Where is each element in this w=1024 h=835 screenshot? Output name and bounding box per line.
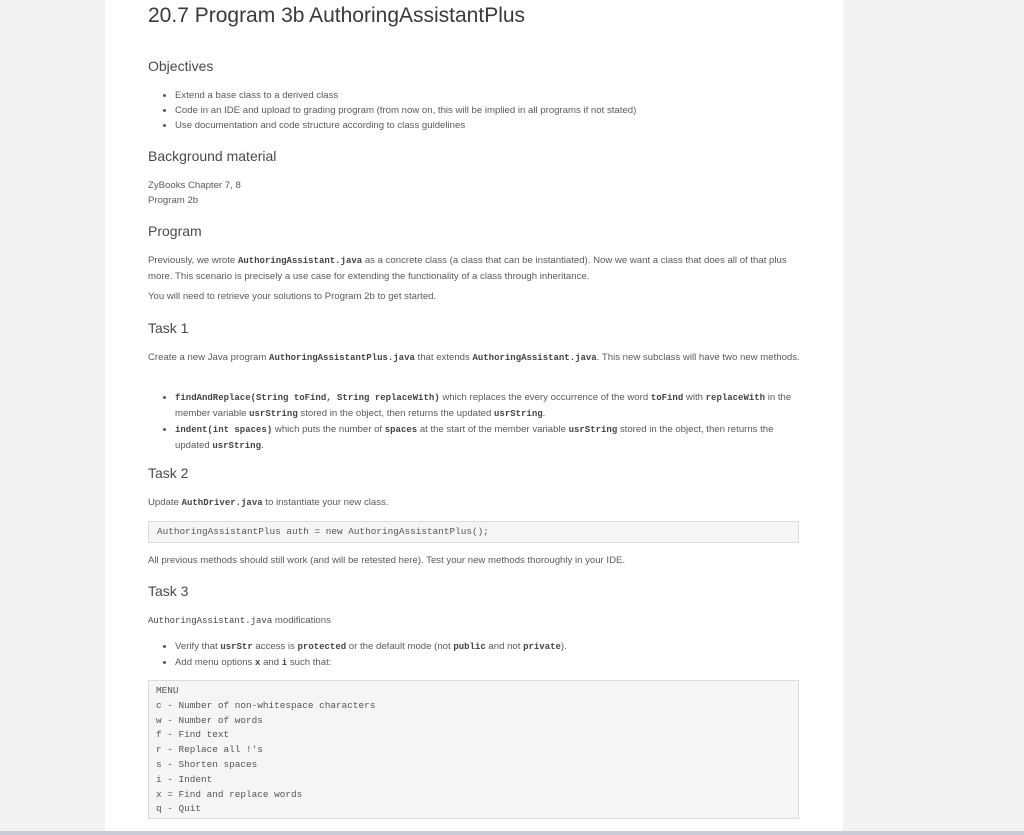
task2-after: All previous methods should still work (and will be retested here). Test your new methods thoroughly in your IDE. bbox=[148, 555, 626, 566]
inline-code: AuthoringAssistant.java bbox=[472, 353, 597, 363]
program-heading: Program bbox=[148, 223, 202, 239]
background-text bbox=[148, 178, 803, 208]
objectives-list bbox=[148, 88, 803, 133]
background-heading: Background material bbox=[148, 148, 277, 164]
background-line: Program 2b bbox=[148, 195, 199, 206]
task1-heading: Task 1 bbox=[148, 320, 189, 336]
code-line: x = Find and replace words bbox=[156, 788, 303, 800]
task3-list bbox=[148, 639, 803, 671]
task3-heading: Task 3 bbox=[148, 583, 189, 599]
task2-intro: Update AuthDriver.java to instantiate your new class. bbox=[148, 497, 389, 508]
code-line: AuthoringAssistantPlus auth = new AuthoringAssistantPlus(); bbox=[157, 526, 489, 537]
list-item: • Verify that usrStr access is protected or the default mode (not public and not private). bbox=[175, 639, 803, 655]
inline-code: AuthDriver.java bbox=[181, 498, 263, 508]
code-line: i - Indent bbox=[156, 773, 213, 785]
code-line: q - Quit bbox=[156, 803, 202, 815]
list-item: • Add menu options x and i such that: bbox=[175, 655, 803, 671]
background-line: ZyBooks Chapter 7, 8 bbox=[148, 180, 241, 191]
program-paragraph: Previously, we wrote AuthoringAssistant.java as a concrete class (a class that can be instantiated). Now we want a class that does all of that plus more. This scenario is precisely a use case for extending the functionality of a class through inheritance. bbox=[148, 255, 787, 282]
task2-heading: Task 2 bbox=[148, 465, 189, 481]
menu-code-block bbox=[148, 680, 799, 819]
program-paragraph: You will need to retrieve your solutions to Program 2b to get started. bbox=[148, 291, 437, 302]
task1-list bbox=[148, 390, 803, 454]
list-item: • Code in an IDE and upload to grading program (from now on, this will be implied in all programs if not stated) bbox=[175, 103, 803, 118]
list-item: • Extend a base class to a derived class bbox=[175, 88, 803, 103]
inline-code: AuthoringAssistant.java bbox=[148, 616, 273, 626]
code-line: w - Number of words bbox=[156, 714, 263, 726]
task1-intro: Create a new Java program AuthoringAssistantPlus.java that extends AuthoringAssistant.java. This new subclass will have two new methods. bbox=[148, 352, 800, 363]
code-line: r - Replace all !'s bbox=[156, 744, 263, 756]
code-line: MENU bbox=[156, 685, 179, 696]
code-line: f - Find text bbox=[156, 729, 230, 741]
task3-subheading: AuthoringAssistant.java modifications bbox=[148, 615, 331, 626]
code-line: c - Number of non-whitespace characters bbox=[156, 699, 376, 711]
inline-code: AuthoringAssistant.java bbox=[237, 256, 363, 266]
list-item: • findAndReplace(String toFind, String replaceWith) which replaces the every occurrence of the word toFind with replaceWith in the member variable usrString stored in the object, then returns the updated usrString. bbox=[175, 390, 803, 422]
bottom-scroll-strip bbox=[0, 831, 1024, 835]
code-line: s - Shorten spaces bbox=[156, 758, 258, 770]
list-item: • Use documentation and code structure according to class guidelines bbox=[175, 118, 803, 133]
objectives-heading: Objectives bbox=[148, 58, 214, 74]
list-item: • indent(int spaces) which puts the number of spaces at the start of the member variable usrString stored in the object, then returns the updated usrString. bbox=[175, 422, 803, 454]
page-card bbox=[105, 0, 843, 835]
code-block bbox=[148, 521, 799, 543]
page-title: 20.7 Program 3b AuthoringAssistantPlus bbox=[148, 4, 526, 27]
inline-code: AuthoringAssistantPlus.java bbox=[269, 353, 415, 363]
